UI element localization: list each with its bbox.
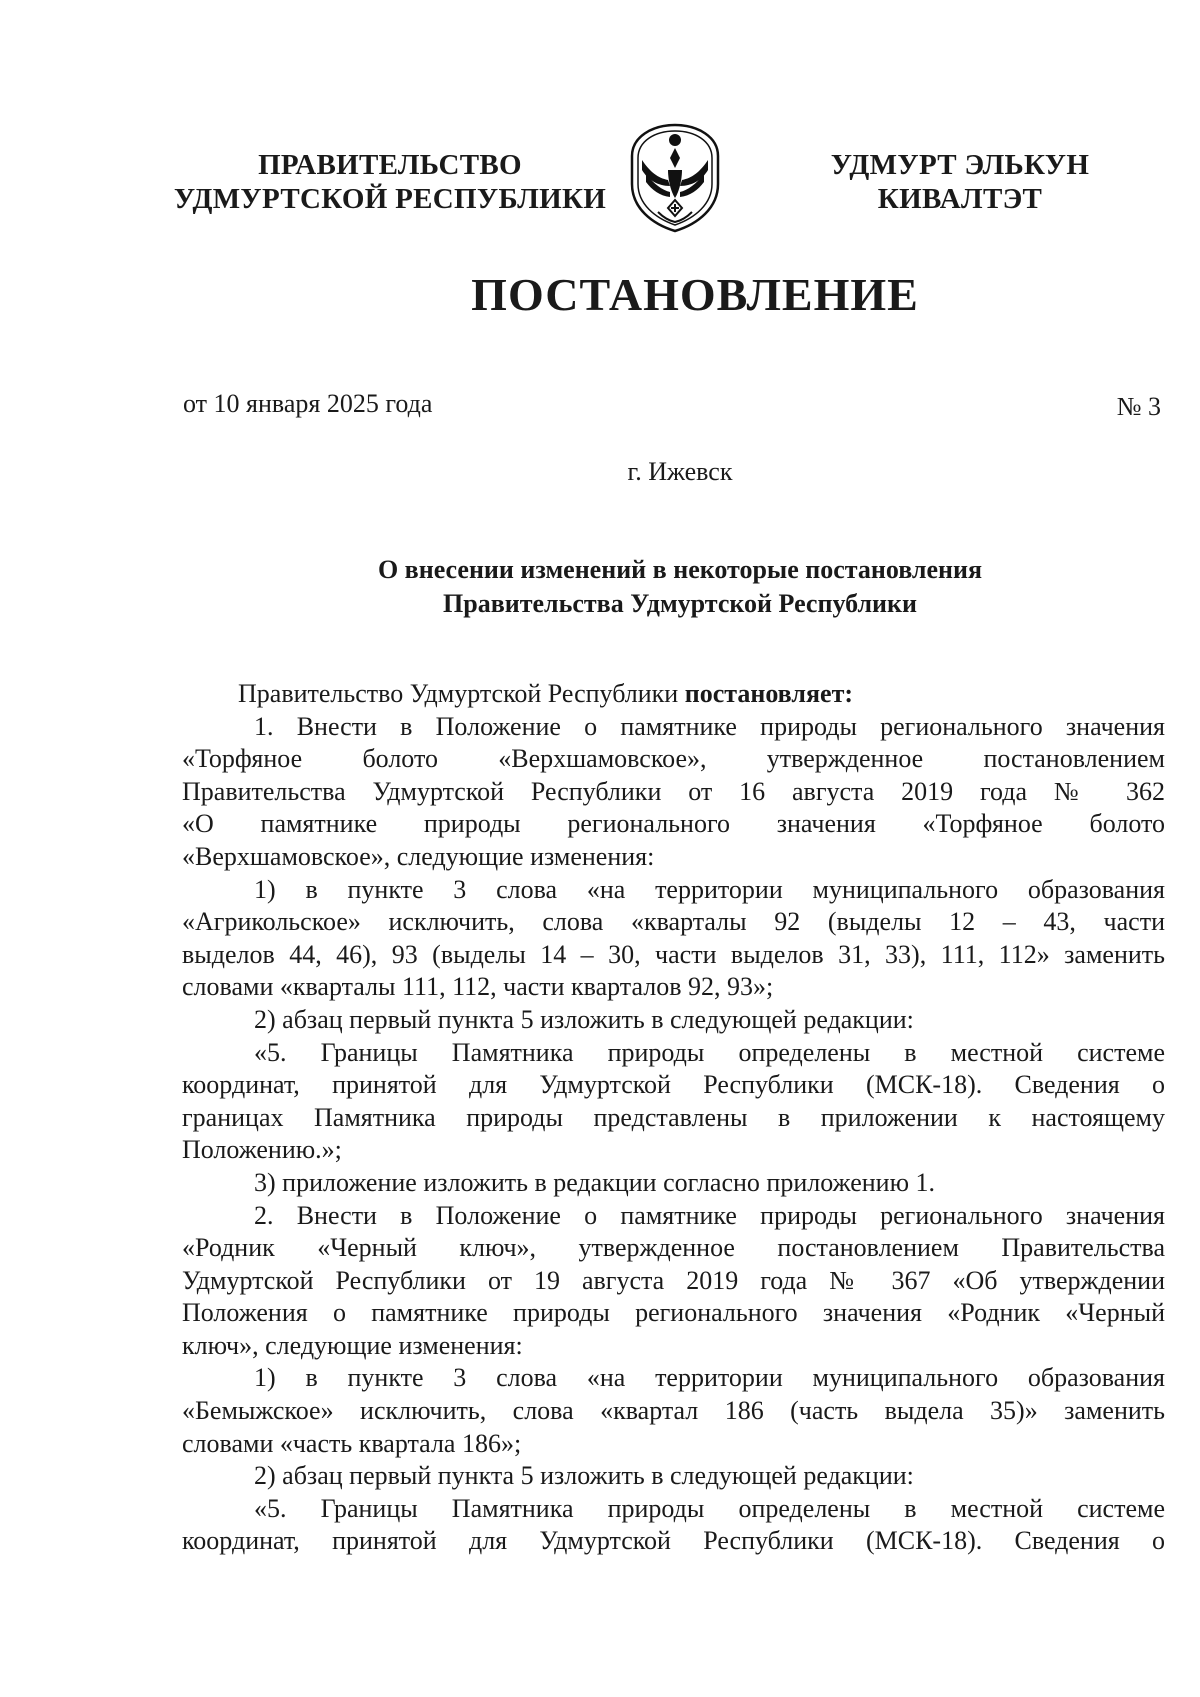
header-left-line-2: УДМУРТСКОЙ РЕСПУБЛИКИ — [173, 183, 607, 215]
document-subject — [0, 553, 1200, 621]
intro-decree-word: постановляет: — [684, 679, 853, 708]
government-name-russian — [170, 148, 610, 216]
document-date: от 10 января 2025 года — [183, 389, 433, 418]
body-line: «Бемыжское» исключить, слова «квартал 186 (часть выдела 35)» заменить — [182, 1396, 1165, 1426]
body-line: «О памятнике природы регионального значения «Торфяное болото — [182, 809, 1165, 839]
intro-paragraph — [182, 678, 1165, 711]
body-line: 1) в пункте 3 слова «на территории муниципального образования — [254, 874, 1165, 904]
body-line: границах Памятника природы представлены в приложении к настоящему — [182, 1102, 1165, 1132]
body-line: ключ», следующие изменения: — [182, 1330, 523, 1360]
document-city: г. Ижевск — [627, 457, 733, 486]
body-line: координат, принятой для Удмуртской Республики (МСК-18). Сведения о — [182, 1070, 1165, 1100]
body-line: 2) абзац первый пункта 5 изложить в следующей редакции: — [254, 1461, 914, 1491]
body-line: 2) абзац первый пункта 5 изложить в следующей редакции: — [254, 1004, 914, 1034]
government-name-udmurt — [795, 148, 1125, 216]
header-right-line-2: КИВАЛТЭТ — [877, 183, 1043, 215]
header-left-line-1: ПРАВИТЕЛЬСТВО — [258, 149, 522, 181]
document-type-title: ПОСТАНОВЛЕНИЕ — [471, 269, 919, 320]
body-line: 1) в пункте 3 слова «на территории муниципального образования — [254, 1363, 1165, 1393]
body-line: «Торфяное болото «Верхшамовское», утвержденное постановлением — [182, 744, 1165, 774]
intro-text: Правительство Удмуртской Республики — [238, 679, 685, 708]
document-body — [182, 678, 1165, 1558]
body-line: Положению.»; — [182, 1135, 342, 1165]
body-line: словами «часть квартала 186»; — [182, 1428, 522, 1458]
body-line: выделов 44, 46), 93 (выделы 14 – 30, части выделов 31, 33), 111, 112» заменить — [182, 939, 1165, 969]
body-line: Удмуртской Республики от 19 августа 2019 года № 367 «Об утверждении — [182, 1265, 1165, 1295]
body-line: Положения о памятнике природы регионального значения «Родник «Черный — [182, 1298, 1165, 1328]
header-right-line-1: УДМУРТ ЭЛЬКУН — [830, 149, 1090, 181]
udmurt-coat-of-arms-icon — [628, 122, 722, 234]
body-line: «Верхшамовское», следующие изменения: — [182, 841, 655, 871]
body-line: словами «кварталы 111, 112, части кварталов 92, 93»; — [182, 972, 774, 1002]
body-line: «5. Границы Памятника природы определены в местной системе — [254, 1037, 1165, 1067]
body-line: «Агрикольское» исключить, слова «кварталы 92 (выделы 12 – 43, части — [182, 907, 1165, 937]
body-line: «Родник «Черный ключ», утвержденное постановлением Правительства — [182, 1233, 1165, 1263]
body-line: «5. Границы Памятника природы определены в местной системе — [254, 1493, 1165, 1523]
body-line: координат, принятой для Удмуртской Республики (МСК-18). Сведения о — [182, 1526, 1165, 1556]
body-line: 3) приложение изложить в редакции согласно приложению 1. — [254, 1167, 935, 1197]
document-number: № 3 — [1116, 392, 1161, 421]
body-line: 1. Внести в Положение о памятнике природы регионального значения — [254, 711, 1165, 741]
subject-line-1: О внесении изменений в некоторые постановления — [377, 555, 983, 584]
body-line: 2. Внести в Положение о памятнике природы регионального значения — [254, 1200, 1165, 1230]
body-line: Правительства Удмуртской Республики от 16 августа 2019 года № 362 — [182, 776, 1165, 806]
subject-line-2: Правительства Удмуртской Республики — [443, 589, 917, 618]
